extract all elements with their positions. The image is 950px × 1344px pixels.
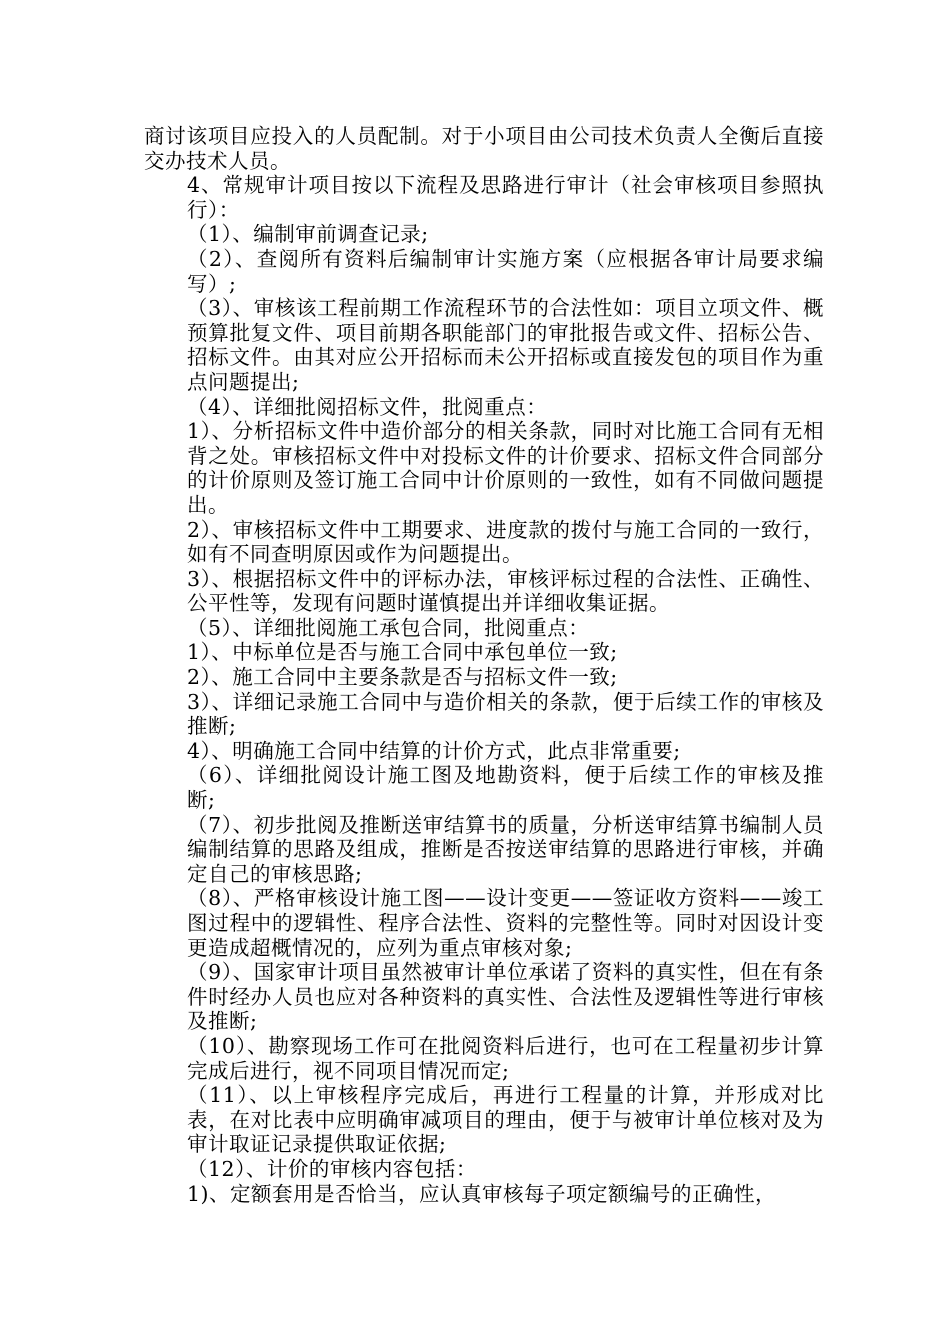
paragraph: （11）、以上审核程序完成后，再进行工程量的计算，并形成对比表，在对比表中应明确审减项目的理由，便于与被审计单位核对及为审计取证记录提供取证依据; [187,1083,824,1157]
document-page [144,124,824,1206]
paragraph: 4、常规审计项目按以下流程及思路进行审计（社会审核项目参照执行）： [187,173,824,222]
paragraph: （2）、查阅所有资料后编制审计实施方案（应根据各审计局要求编写）; [187,246,824,296]
paragraph: 4）、明确施工合同中结算的计价方式，此点非常重要; [187,738,681,763]
paragraph: 1)、定额套用是否恰当，应认真审核每子项定额编号的正确性， [187,1181,777,1206]
paragraph: 2）、审核招标文件中工期要求、进度款的拨付与施工合同的一致行，如有不同查明原因或作为问题提出。 [187,517,824,567]
paragraph: （4）、详细批阅招标文件，批阅重点： [187,394,548,419]
paragraph: 商讨该项目应投入的人员配制。对于小项目由公司技术负责人全衡后直接交办技术人员。 [144,124,824,173]
paragraph: （3）、审核该工程前期工作流程环节的合法性如：项目立项文件、概预算批复文件、项目前期各职能部门的审批报告或文件、招标公告、招标文件。由其对应公开招标而未公开招标或直接发包的项目作为重点问题提出; [187,296,824,394]
paragraph: （10）、勘察现场工作可在批阅资料后进行，也可在工程量初步计算完成后进行，视不同项目情况而定; [187,1033,824,1083]
paragraph: 3）、根据招标文件中的评标办法，审核评标过程的合法性、正确性、公平性等，发现有问题时谨慎提出并详细收集证据。 [187,566,824,616]
paragraph: 2）、施工合同中主要条款是否与招标文件一致; [187,665,618,690]
paragraph: （7）、初步批阅及推断送审结算书的质量，分析送审结算书编制人员编制结算的思路及组成，推断是否按送审结算的思路进行审核，并确定自己的审核思路; [187,812,824,886]
paragraph: 3）、详细记录施工合同中与造价相关的条款，便于后续工作的审核及推断; [187,689,824,739]
paragraph: （8）、严格审核设计施工图——设计变更——签证收方资料——竣工图过程中的逻辑性、程序合法性、资料的完整性等。同时对因设计变更造成超概情况的，应列为重点审核对象; [187,886,824,960]
paragraph: （5）、详细批阅施工承包合同，批阅重点： [187,615,590,640]
paragraph: 1）、中标单位是否与施工合同中承包单位一致; [187,640,618,665]
paragraph: （9）、国家审计项目虽然被审计单位承诺了资料的真实性，但在有条件时经办人员也应对各种资料的真实性、合法性及逻辑性等进行审核及推断; [187,960,824,1034]
paragraph: 1）、分析招标文件中造价部分的相关条款，同时对比施工合同有无相背之处。审核招标文件中对投标文件的计价要求、招标文件合同部分的计价原则及签订施工合同中计价原则的一致性，如有不同做问题提出。 [187,419,824,517]
paragraph: （1）、编制审前调查记录; [187,222,429,247]
paragraph: （12）、计价的审核内容包括： [187,1156,477,1181]
paragraph: （6）、详细批阅设计施工图及地勘资料，便于后续工作的审核及推断; [187,763,824,813]
